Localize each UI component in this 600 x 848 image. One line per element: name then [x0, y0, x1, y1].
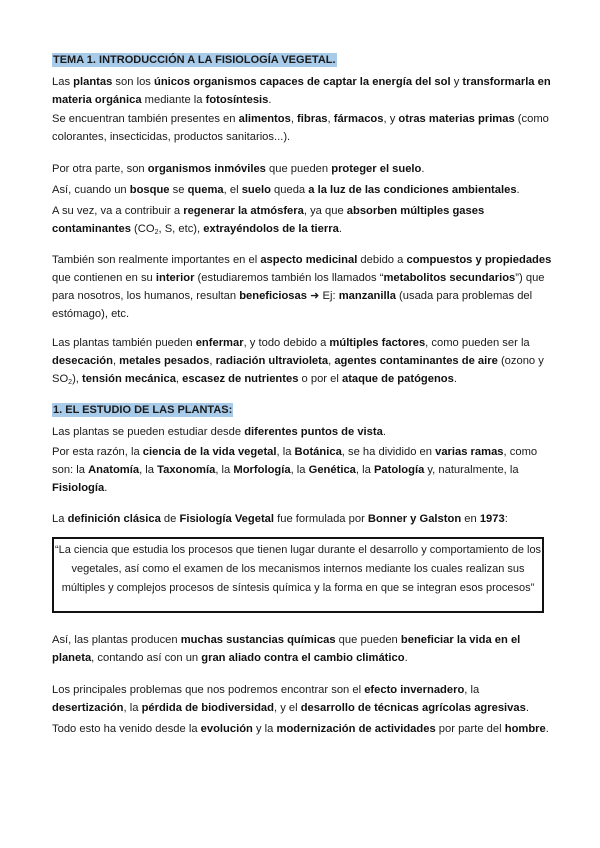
paragraph-6: También son realmente importantes en el aspecto medicinal debido a compuestos y propiedades que contienen en su interior (estudiaremos también los llamados “metabolitos secundarios”) que para nosotros, los humanos, resultan beneficiosas ➜ Ej: manzanilla (usada para problemas del estómago), etc. [52, 254, 552, 320]
paragraph-9: Por esta razón, la ciencia de la vida vegetal, la Botánica, se ha dividido en varias ramas, como son: la Anatomía, la Taxonomía, la Morfología, la Genética, la Patología y, naturalmente, la Fisiología. [52, 446, 538, 494]
paragraph-3: Por otra parte, son organismos inmóviles que pueden proteger el suelo. [52, 163, 425, 175]
section-heading-1 [52, 51, 552, 69]
paragraph-2: Se encuentran también presentes en alimentos, fibras, fármacos, y otras materias primas (como colorantes, insecticidas, productos sanitarios...). [52, 113, 549, 143]
paragraph-10: La definición clásica de Fisiología Vegetal fue formulada por Bonner y Galston en 1973: [52, 513, 508, 525]
paragraph-1: Las plantas son los únicos organismos capaces de captar la energía del sol y transformarla en materia orgánica mediante la fotosíntesis. [52, 76, 551, 106]
heading-estudio-plantas: 1. EL ESTUDIO DE LAS PLANTAS: [53, 404, 233, 416]
section-heading-2 [52, 401, 552, 419]
paragraph-5: A su vez, va a contribuir a regenerar la atmósfera, ya que absorben múltiples gases contaminantes ($CO_2$, S, etc), extrayéndolos de la tierra. [52, 205, 485, 236]
paragraph-13: Todo esto ha venido desde la evolución y la modernización de actividades por parte del hombre. [52, 723, 549, 735]
paragraph-12: Los principales problemas que nos podremos encontrar son el efecto invernadero, la desertización, la pérdida de biodiversidad, y el desarrollo de técnicas agrícolas agresivas. [52, 684, 529, 714]
paragraph-8: Las plantas se pueden estudiar desde diferentes puntos de vista. [52, 426, 386, 438]
definition-quote-text: “La ciencia que estudia los procesos que tienen lugar durante el desarrollo y comportamiento de los vegetales, así como el examen de los mecanismos internos mediante los cuales realizan sus múltiples y complejos procesos de síntesis química y la forma en que se integran esos procesos” [54, 544, 542, 594]
heading-tema-1: TEMA 1. INTRODUCCIÓN A LA FISIOLOGÍA VEGETAL. [53, 54, 336, 66]
paragraph-4: Así, cuando un bosque se quema, el suelo queda a la luz de las condiciones ambientales. [52, 184, 520, 196]
definition-quote-box [52, 537, 544, 613]
paragraph-7: Las plantas también pueden enfermar, y todo debido a múltiples factores, como pueden ser la desecación, metales pesados, radiación ultravioleta, agentes contaminantes de aire (ozono y $SO_2$), tensión mecánica, escasez de nutrientes o por el ataque de patógenos. [52, 337, 544, 386]
paragraph-11: Así, las plantas producen muchas sustancias químicas que pueden beneficiar la vida en el planeta, contando así con un gran aliado contra el cambio climático. [52, 634, 521, 664]
